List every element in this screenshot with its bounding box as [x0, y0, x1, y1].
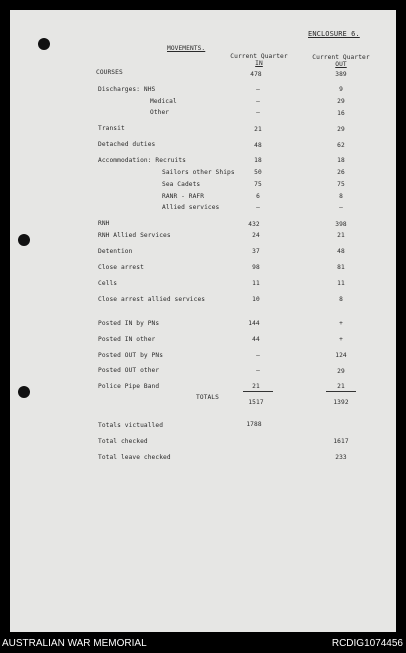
- enclosure-label: ENCLOSURE 6.: [308, 30, 360, 38]
- row-label: Discharges: NHS: [98, 86, 156, 93]
- document-page: [10, 10, 396, 632]
- row-in: 1788: [246, 421, 262, 428]
- row-label: Accommodation: Recruits: [98, 157, 186, 164]
- row-label: Sea Cadets: [162, 181, 201, 188]
- row-out: 11: [337, 280, 345, 287]
- row-out: 29: [337, 368, 345, 375]
- row-out: 124: [335, 352, 347, 359]
- record-id: RCDIG1074456: [331, 638, 403, 649]
- row-label: Allied services: [162, 204, 220, 211]
- row-label: Transit: [98, 125, 125, 132]
- row-out: 29: [337, 98, 345, 105]
- row-out: 8: [339, 193, 343, 200]
- row-label: Total leave checked: [98, 454, 171, 461]
- row-label: COURSES: [96, 69, 123, 76]
- row-in: 24: [252, 232, 260, 239]
- row-out: 21: [337, 232, 345, 239]
- movements-heading: MOVEMENTS.: [167, 45, 206, 52]
- row-in: 11: [252, 280, 260, 287]
- row-out: +: [339, 320, 343, 327]
- row-label: Posted OUT other: [98, 367, 160, 374]
- row-label: Detached duties: [98, 141, 156, 148]
- row-out: 21: [337, 383, 345, 390]
- row-out: +: [339, 336, 343, 343]
- row-in: 50: [254, 169, 262, 176]
- row-in: –: [256, 86, 260, 93]
- archive-name: AUSTRALIAN WAR MEMORIAL: [2, 638, 147, 649]
- row-out: 29: [337, 126, 345, 133]
- row-label: Medical: [150, 98, 177, 105]
- row-out: 398: [335, 221, 347, 228]
- row-in: –: [256, 204, 260, 211]
- row-label: Posted OUT by PNs: [98, 352, 164, 359]
- row-out: 389: [335, 71, 347, 78]
- row-in: 6: [256, 193, 260, 200]
- row-label: Posted IN by PNs: [98, 320, 160, 327]
- row-label: RNH: [98, 220, 110, 227]
- row-in: 18: [254, 157, 262, 164]
- row-label: RANR - RAFR: [162, 193, 205, 200]
- col-out-sub: OUT: [335, 61, 347, 68]
- row-in: 75: [254, 181, 262, 188]
- row-label: RNH Allied Services: [98, 232, 171, 239]
- row-out: 48: [337, 248, 345, 255]
- row-out: 1617: [333, 438, 349, 445]
- row-label: Close arrest allied services: [98, 296, 206, 303]
- row-out: 16: [337, 110, 345, 117]
- totals-rule-in: [243, 391, 273, 392]
- row-in: –: [256, 98, 260, 105]
- row-label: Other: [150, 109, 170, 116]
- row-in: 37: [252, 248, 260, 255]
- row-in: 1517: [248, 399, 264, 406]
- row-label: Detention: [98, 248, 133, 255]
- row-in: 98: [252, 264, 260, 271]
- row-in: –: [256, 367, 260, 374]
- totals-rule-out: [326, 391, 356, 392]
- row-in: –: [256, 352, 260, 359]
- row-out: 1392: [333, 399, 349, 406]
- row-in: 432: [248, 221, 260, 228]
- row-out: 81: [337, 264, 345, 271]
- row-in: –: [256, 109, 260, 116]
- col-out-heading: Current Quarter: [312, 54, 370, 61]
- row-label: Posted IN other: [98, 336, 156, 343]
- row-out: 8: [339, 296, 343, 303]
- totals-label: TOTALS: [196, 394, 219, 401]
- punch-hole: [18, 386, 30, 398]
- row-in: 10: [252, 296, 260, 303]
- col-in-sub: IN: [255, 60, 263, 67]
- row-out: 233: [335, 454, 347, 461]
- row-in: 478: [250, 71, 262, 78]
- row-label: Close arrest: [98, 264, 144, 271]
- row-label: Total checked: [98, 438, 148, 445]
- row-out: 9: [339, 86, 343, 93]
- row-label: Totals victualled: [98, 422, 164, 429]
- row-in: 21: [252, 383, 260, 390]
- row-in: 48: [254, 142, 262, 149]
- row-label: Police Pipe Band: [98, 383, 160, 390]
- row-out: –: [339, 204, 343, 211]
- row-out: 62: [337, 142, 345, 149]
- col-in-heading: Current Quarter: [230, 53, 288, 60]
- row-label: Sailors other Ships: [162, 169, 235, 176]
- archive-footer: [0, 636, 406, 653]
- row-out: 75: [337, 181, 345, 188]
- punch-hole: [38, 38, 50, 50]
- row-in: 144: [248, 320, 260, 327]
- row-out: 26: [337, 169, 345, 176]
- row-out: 18: [337, 157, 345, 164]
- row-label: Cells: [98, 280, 118, 287]
- punch-hole: [18, 234, 30, 246]
- row-in: 21: [254, 126, 262, 133]
- row-in: 44: [252, 336, 260, 343]
